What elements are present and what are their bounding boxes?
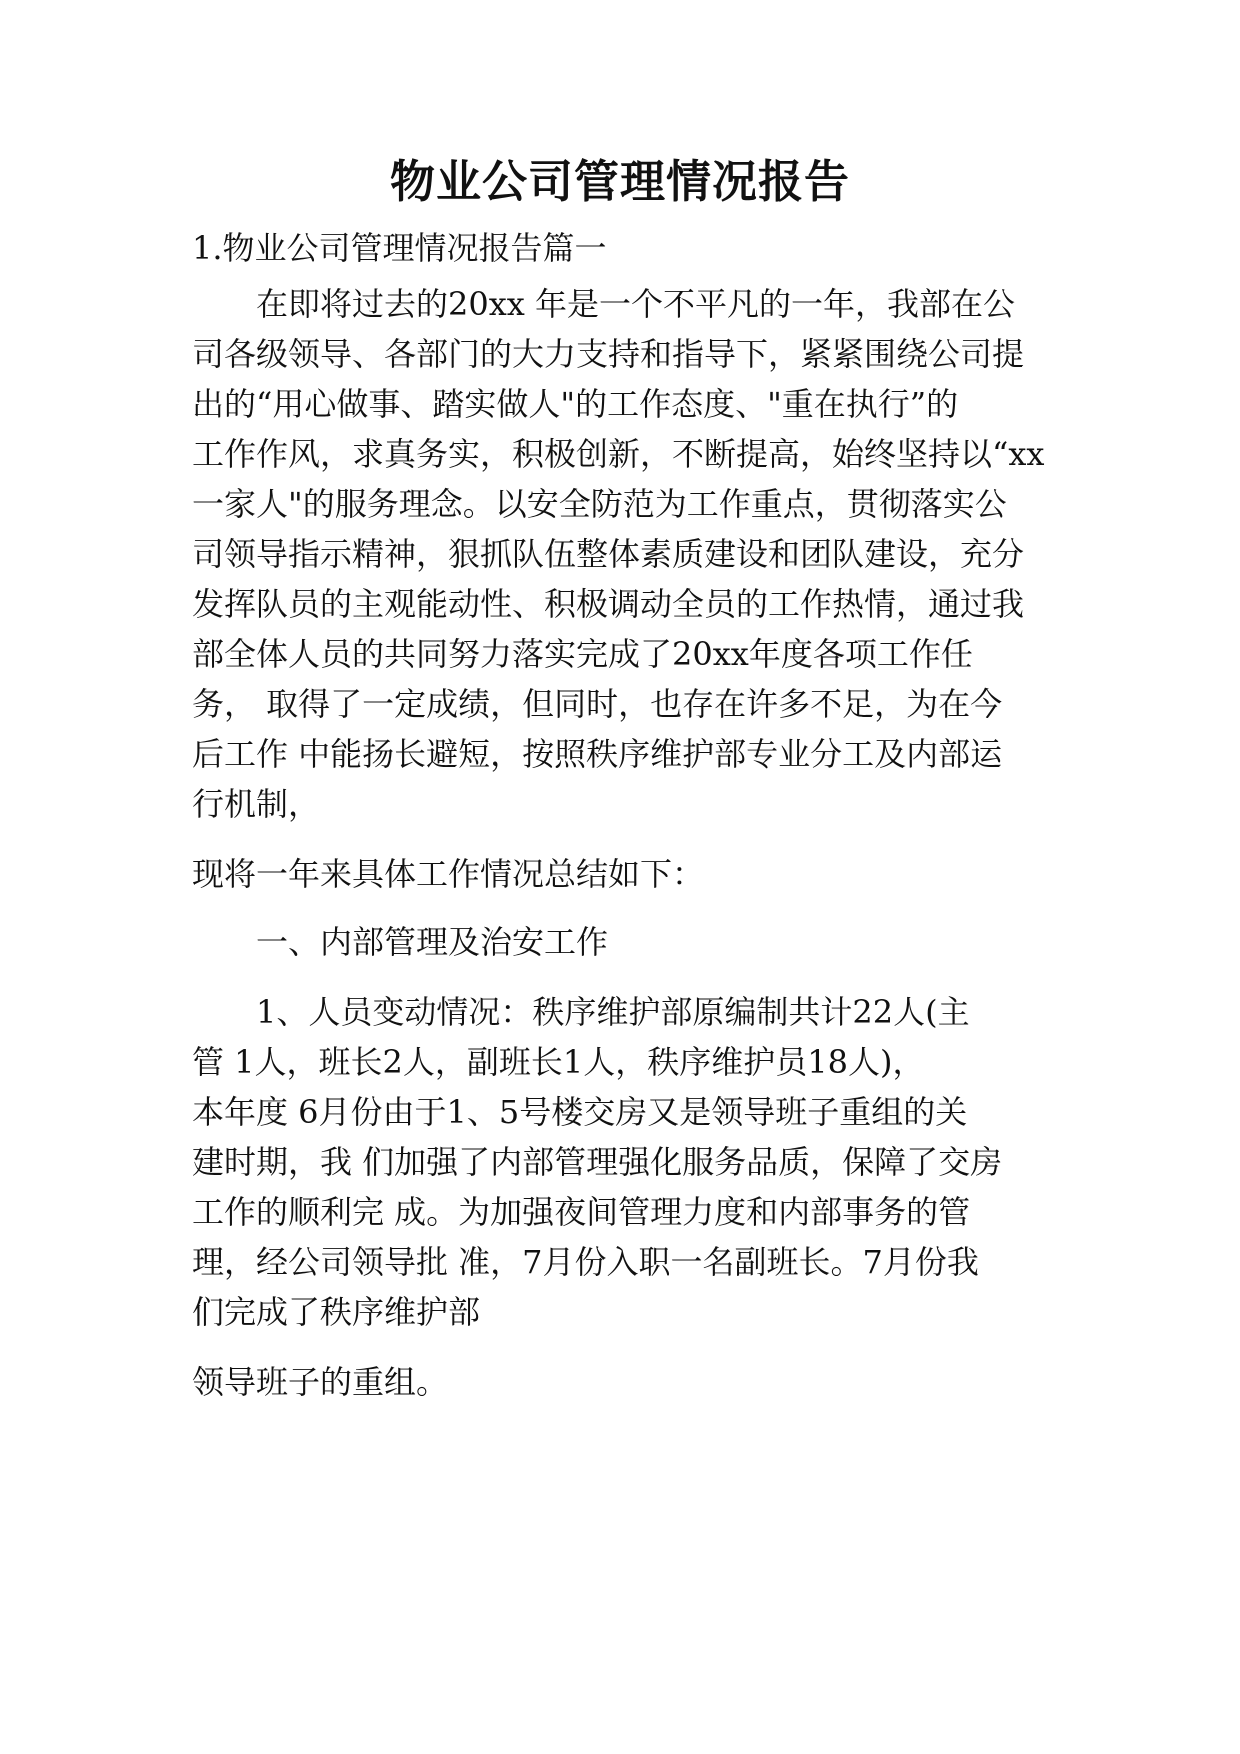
summary-intro: 现将一年来具体工作情况总结如下： (192, 855, 705, 893)
paragraph-line: 工作的顺利完 成。为加强夜间管理力度和内部事务的管 (192, 1193, 971, 1231)
section-heading: 1.物业公司管理情况报告篇一 (192, 229, 607, 267)
subsection-heading: 一、内部管理及治安工作 (256, 923, 609, 961)
paragraph-line: 管 1人，班长2人，副班长1人，秩序维护员18人)， (192, 1043, 925, 1081)
paragraph-line: 们完成了秩序维护部 (192, 1293, 481, 1331)
paragraph-line: 出的“用心做事、踏实做人"的工作态度、"重在执行”的 (192, 385, 959, 423)
paragraph-line: 建时期，我 们加强了内部管理强化服务品质，保障了交房 (192, 1143, 1003, 1181)
paragraph-line: 1、人员变动情况：秩序维护部原编制共计22人(主 (256, 993, 970, 1031)
paragraph-line: 后工作 中能扬长避短，按照秩序维护部专业分工及内部运 (192, 735, 1003, 773)
paragraph-line: 司领导指示精神，狠抓队伍整体素质建设和团队建设，充分 (192, 535, 1025, 573)
paragraph-line: 一家人"的服务理念。以安全防范为工作重点，贯彻落实公 (192, 485, 1007, 523)
paragraph-line: 在即将过去的20xx 年是一个不平凡的一年，我部在公 (256, 285, 1015, 323)
paragraph-line: 理，经公司领导批 准，7月份入职一名副班长。7月份我 (192, 1243, 979, 1281)
document-title: 物业公司管理情况报告 (389, 155, 850, 208)
paragraph-line: 务， 取得了一定成绩，但同时，也存在许多不足，为在今 (192, 685, 1003, 723)
paragraph-line: 领导班子的重组。 (192, 1363, 449, 1401)
paragraph-line: 部全体人员的共同努力落实完成了20xx年度各项工作任 (192, 635, 973, 673)
paragraph-line: 本年度 6月份由于1、5号楼交房又是领导班子重组的关 (192, 1093, 968, 1131)
paragraph-line: 司各级领导、各部门的大力支持和指导下，紧紧围绕公司提 (192, 335, 1025, 373)
paragraph-line: 发挥队员的主观能动性、积极调动全员的工作热情，通过我 (192, 585, 1025, 623)
paragraph-line: 行机制， (192, 785, 321, 823)
paragraph-line: 工作作风，求真务实，积极创新，不断提高，始终坚持以“xx (192, 435, 1045, 473)
